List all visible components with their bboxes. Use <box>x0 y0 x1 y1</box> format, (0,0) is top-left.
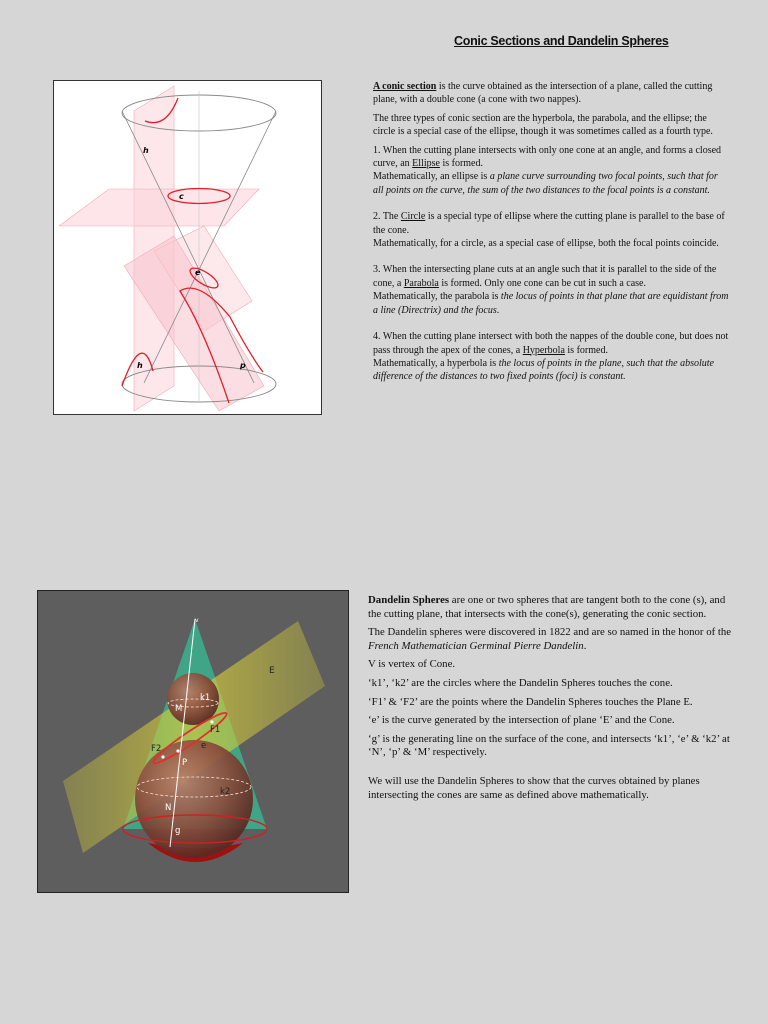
label-k1: k1 <box>200 693 211 703</box>
k-circles-line: ‘k1’, ‘k2’ are the circles where the Dandelin Spheres touches the cone. <box>368 676 673 689</box>
hyperbola-paragraph: 4. When the cutting plane intersect with both the nappes of the double cone, but does not pass through the apex of the cones, a Hyperbola is formed. Mathematically, a hyperbola is the locus of points in the plane, such that the absolute difference of the distances to two fixed points (foci) is constant. <box>373 331 729 383</box>
dandelin-history: The Dandelin spheres were discovered in 1822 and are so named in the honor of the French Mathematician Germinal Pierre Dandelin. <box>368 626 732 652</box>
label-F1: F1 <box>210 725 221 735</box>
label-P: P <box>182 758 188 768</box>
label-N: N <box>165 803 172 813</box>
dandelin-term: Dandelin Spheres <box>368 594 450 606</box>
label-k2: k2 <box>220 787 231 797</box>
label-p: p <box>240 361 246 370</box>
circle-term: Circle <box>400 211 426 223</box>
label-h-bottom: h <box>137 361 143 370</box>
conic-section-text <box>373 80 729 389</box>
dandelin-spheres-figure <box>37 590 349 893</box>
label-v: v <box>195 617 199 624</box>
g-line: ‘g’ is the generating line on the surface of the cone, and intersects ‘k1’, ‘e’ & ‘k2’ at ‘N’, ‘p’ & ‘M’ respectively. <box>368 732 730 759</box>
hyperbola-term: Hyperbola <box>522 344 565 356</box>
circle-paragraph: 2. The Circle is a special type of ellipse where the cutting plane is parallel to the base of the cone. Mathematically, for a circle, as a special case of ellipse, both the focal points coincide. <box>373 211 725 250</box>
label-h-top: h <box>143 146 149 155</box>
parabola-term: Parabola <box>403 277 439 289</box>
ellipse-paragraph: 1. When the cutting plane intersects with only one cone at an angle, and forms a closed curve, an Ellipse is formed. Mathematically, an ellipse is a plane curve surrounding two focal points, such that for all points on the curve, the sum of the two distances to the focal points is a constant. <box>373 144 722 196</box>
label-e: e <box>195 268 201 277</box>
f-points-line: ‘F1’ & ‘F2’ are the points where the Dandelin Spheres touches the Plane E. <box>368 695 693 708</box>
label-g: g <box>175 826 181 836</box>
page-title: Conic Sections and Dandelin Spheres <box>454 34 669 48</box>
point-F2 <box>161 755 164 758</box>
point-F1 <box>210 720 213 723</box>
conclusion-paragraph: We will use the Dandelin Spheres to show that the curves obtained by planes intersecting the cones are same as defined above mathematically. <box>368 774 700 801</box>
point-P <box>176 749 179 752</box>
conic-sections-figure <box>53 80 322 415</box>
intro-paragraph: A conic section is the curve obtained as the intersection of a plane, called the cutting plane, with a double cone (a cone with two nappes). <box>373 81 713 106</box>
types-paragraph: The three types of conic section are the hyperbola, the parabola, and the ellipse; the circle is a special case of the ellipse, though it was sometimes called as a fourth type. <box>373 112 713 138</box>
dandelin-intro: Dandelin Spheres are one or two spheres that are tangent both to the cone (s), and the cutting plane, that intersects with the cone(s), generating the conic section. <box>368 594 726 620</box>
e-curve-line: ‘e’ is the curve generated by the intersection of plane ‘E’ and the Cone. <box>368 714 675 727</box>
label-F2: F2 <box>151 744 162 754</box>
label-e-curve: e <box>201 741 207 751</box>
label-M: M <box>175 704 183 714</box>
conic-section-term: A conic section <box>373 81 437 92</box>
parabola-paragraph: 3. When the intersecting plane cuts at an angle such that it is parallel to the side of the cone, a Parabola is formed. Only one cone can be cut in such a case. Mathematically, the parabola is the locus of points in that plane that are equidistant from a line (Directrix) and the focus. <box>373 264 729 316</box>
label-c: c <box>179 192 184 201</box>
dandelin-spheres-text <box>368 594 732 807</box>
label-E: E <box>269 666 275 676</box>
ellipse-term: Ellipse <box>412 158 440 170</box>
vertex-line: V is vertex of Cone. <box>368 658 456 671</box>
